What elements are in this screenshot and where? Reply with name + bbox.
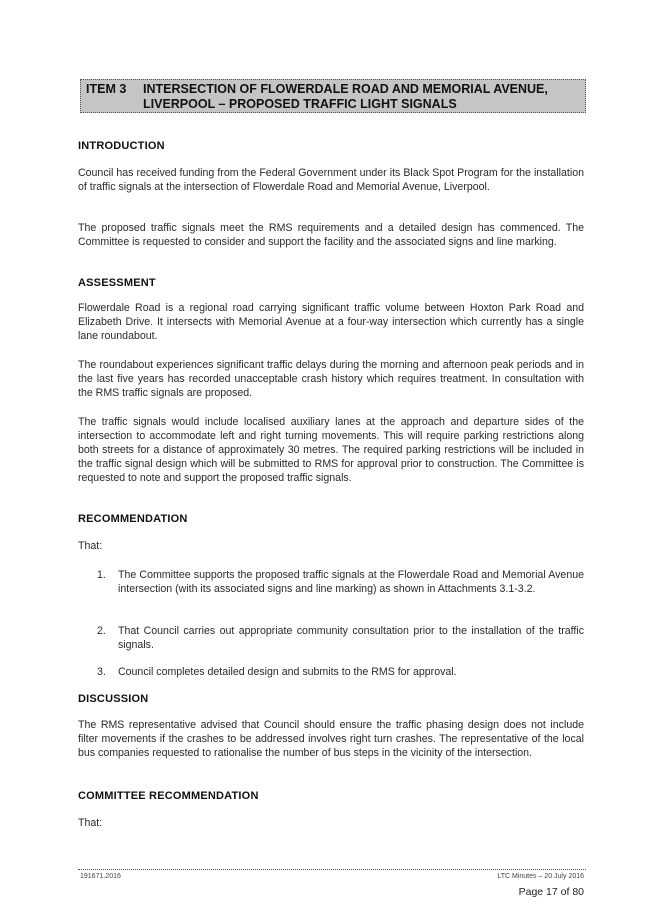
- item-number: ITEM 3: [86, 82, 127, 96]
- list-number: 1.: [97, 569, 106, 581]
- item-title-line-1: INTERSECTION OF FLOWERDALE ROAD AND MEMORIAL AVENUE,: [143, 82, 548, 96]
- footer-divider: [78, 869, 586, 870]
- list-number: 2.: [97, 625, 106, 637]
- item-title-line-2: LIVERPOOL – PROPOSED TRAFFIC LIGHT SIGNALS: [143, 97, 457, 111]
- discussion-heading: DISCUSSION: [78, 693, 149, 705]
- assessment-heading: ASSESSMENT: [78, 277, 156, 289]
- footer-minutes-date: LTC Minutes – 20 July 2016: [497, 873, 584, 880]
- introduction-paragraph-1: Council has received funding from the Federal Government under its Black Spot Program for the installation of traffic signals at the intersection of Flowerdale Road and Memorial Avenue, Liverpool.: [78, 167, 584, 193]
- list-text: That Council carries out appropriate community consultation prior to the installation of the traffic signals.: [118, 625, 584, 651]
- footer-document-number: 191671.2016: [80, 873, 121, 880]
- item-heading-box: [80, 79, 586, 113]
- committee-recommendation-heading: COMMITTEE RECOMMENDATION: [78, 790, 259, 802]
- introduction-paragraph-2: The proposed traffic signals meet the RMS requirements and a detailed design has commenced. The Committee is requested to consider and support the facility and the associated signs and line marking.: [78, 222, 584, 248]
- list-text: Council completes detailed design and submits to the RMS for approval.: [118, 666, 457, 678]
- committee-recommendation-that: That:: [78, 817, 103, 829]
- recommendation-heading: RECOMMENDATION: [78, 513, 188, 525]
- discussion-paragraph-1: The RMS representative advised that Council should ensure the traffic phasing design does not include filter movements if the crashes to be addressed involves right turn crashes. The representative of the local bus companies requested to rationalise the number of bus steps in the vicinity of the intersection.: [78, 719, 584, 759]
- introduction-heading: INTRODUCTION: [78, 140, 165, 152]
- assessment-paragraph-1: Flowerdale Road is a regional road carrying significant traffic volume between Hoxton Park Road and Elizabeth Drive. It intersects with Memorial Avenue at a four-way intersection which currently has a single lane roundabout.: [78, 302, 584, 342]
- list-text: The Committee supports the proposed traffic signals at the Flowerdale Road and Memorial Avenue intersection (with its associated signs and line marking) as shown in Attachments 3.1-3.2.: [118, 569, 584, 595]
- assessment-paragraph-2: The roundabout experiences significant traffic delays during the morning and afternoon peak periods and in the last five years has recorded unacceptable crash history which requires treatment. In consultation with the RMS traffic signals are proposed.: [78, 359, 584, 399]
- page-number: Page 17 of 80: [518, 886, 584, 898]
- recommendation-that: That:: [78, 540, 103, 552]
- item-title: [143, 82, 548, 112]
- assessment-paragraph-3: The traffic signals would include localised auxiliary lanes at the approach and departure sides of the intersection to accommodate left and right turning movements. This will require parking restrictions along both streets for a distance of approximately 30 metres. The required parking restrictions will be included in the traffic signal design which will be submitted to RMS for approval prior to construction. The Committee is requested to note and support the proposed traffic signals.: [78, 416, 584, 484]
- list-number: 3.: [97, 666, 106, 678]
